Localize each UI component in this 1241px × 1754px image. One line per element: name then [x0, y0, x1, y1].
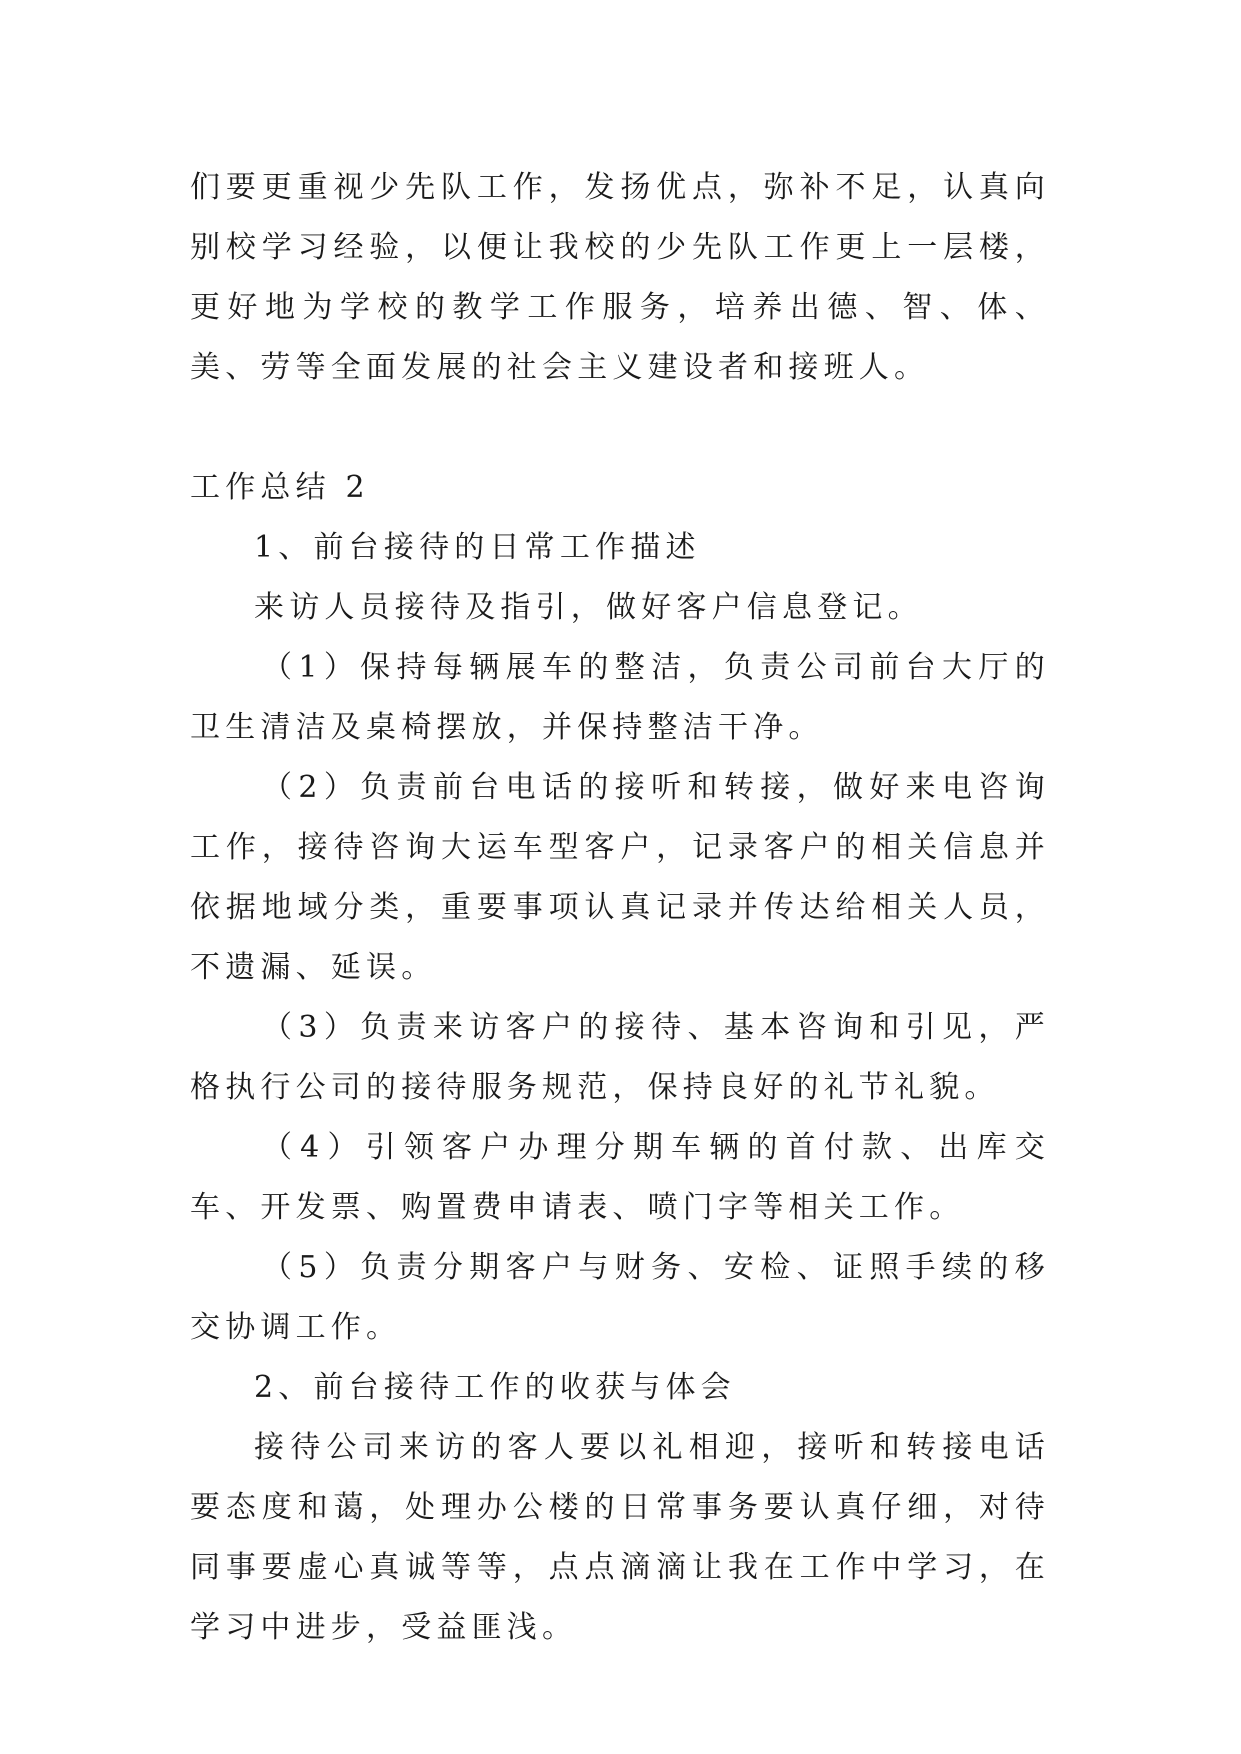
document-body	[190, 158, 1050, 1658]
section-title: 工作总结 2	[190, 470, 370, 505]
list-item-2: （2）负责前台电话的接听和转接，做好来电咨询工作，接待咨询大运车型客户，记录客户的相关信息并依据地域分类，重要事项认真记录并传达给相关人员，不遗漏、延误。	[190, 770, 1050, 985]
subsection-2-body: 接待公司来访的客人要以礼相迎，接听和转接电话要态度和蔼，处理办公楼的日常事务要认真仔细，对待同事要虚心真诚等等，点点滴滴让我在工作中学习，在学习中进步，受益匪浅。	[190, 1430, 1050, 1645]
subsection-1-title: 1、前台接待的日常工作描述	[254, 530, 701, 565]
list-item-3: （3）负责来访客户的接待、基本咨询和引见，严格执行公司的接待服务规范，保持良好的礼节礼貌。	[190, 1010, 1050, 1105]
intro-paragraph: 们要更重视少先队工作，发扬优点，弥补不足，认真向别校学习经验，以便让我校的少先队工作更上一层楼，更好地为学校的教学工作服务，培养出德、智、体、美、劳等全面发展的社会主义建设者和接班人。	[190, 170, 1050, 385]
list-item-5: （5）负责分期客户与财务、安检、证照手续的移交协调工作。	[190, 1250, 1050, 1345]
list-item-1: （1）保持每辆展车的整洁，负责公司前台大厅的卫生清洁及桌椅摆放，并保持整洁干净。	[190, 650, 1050, 745]
subsection-1-intro: 来访人员接待及指引，做好客户信息登记。	[254, 590, 923, 625]
subsection-2-title: 2、前台接待工作的收获与体会	[254, 1370, 736, 1405]
list-item-4: （4）引领客户办理分期车辆的首付款、出库交车、开发票、购置费申请表、喷门字等相关工作。	[190, 1130, 1050, 1225]
